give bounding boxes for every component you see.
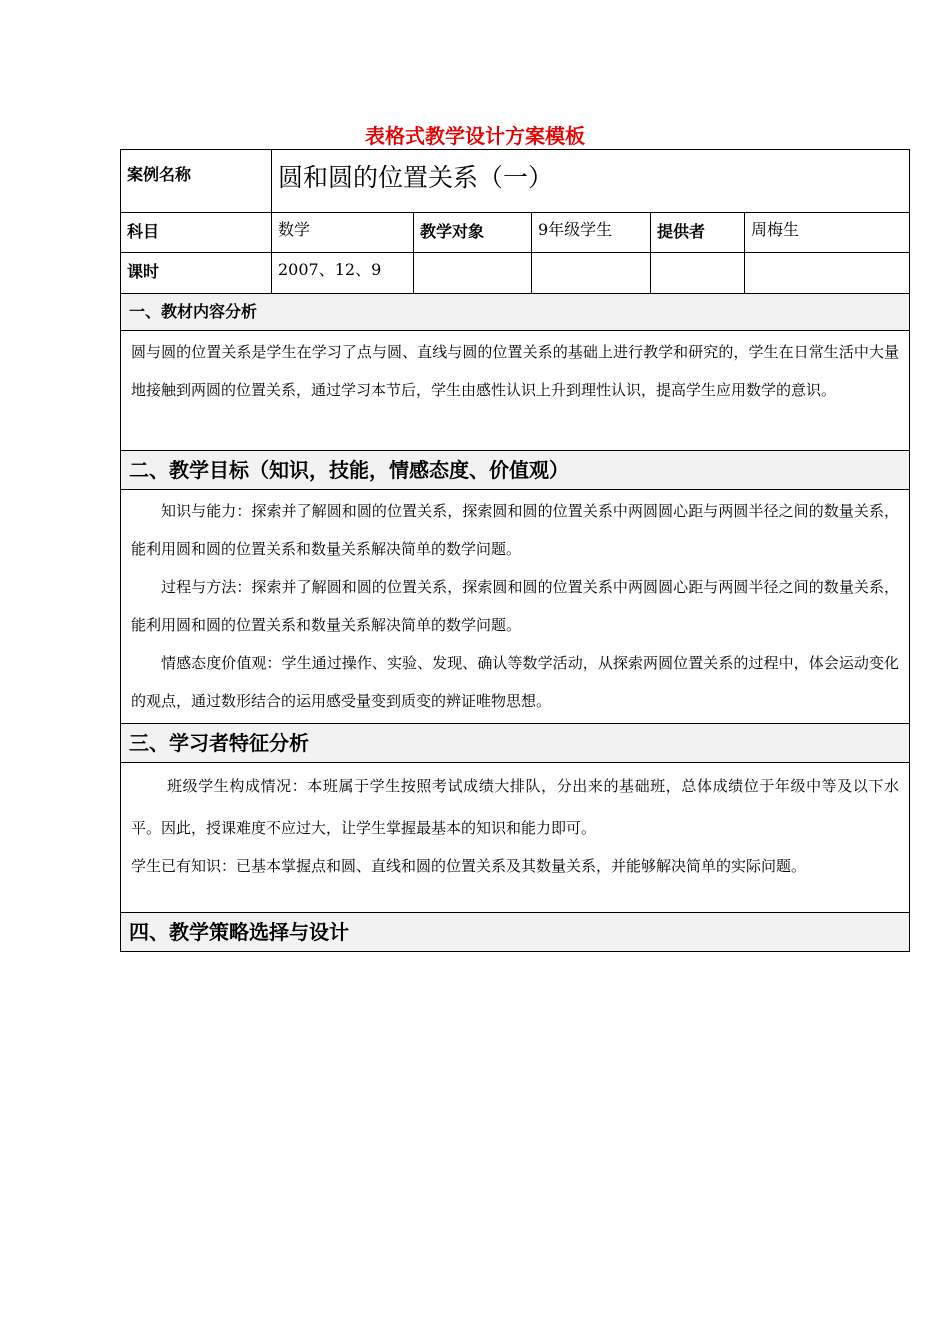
empty-cell (532, 253, 651, 294)
section-1-header-row (121, 294, 910, 331)
case-name-label: 案例名称 (121, 150, 272, 213)
section-1-text (121, 331, 910, 451)
section-4-header-row (121, 913, 910, 952)
document-title: 表格式教学设计方案模板 (365, 124, 585, 148)
learner-class-paragraph: 班级学生构成情况：本班属于学生按照考试成绩大排队，分出来的基础班，总体成绩位于年级中等及以下水平。因此，授课难度不应过大，让学生掌握最基本的知识和能力即可。 (131, 777, 900, 837)
provider-label: 提供者 (651, 213, 745, 253)
period-row (121, 253, 910, 294)
audience-value: 9年级学生 (532, 213, 651, 253)
subject-value: 数学 (272, 213, 414, 253)
learner-knowledge-paragraph: 学生已有知识：已基本掌握点和圆、直线和圆的位置关系及其数量关系，并能够解决简单的实际问题。 (131, 857, 807, 875)
section-3-title: 三、学习者特征分析 (121, 724, 910, 763)
content-analysis-paragraph: 圆与圆的位置关系是学生在学习了点与圆、直线与圆的位置关系的基础上进行教学和研究的，学生在日常生活中大量地接触到两圆的位置关系，通过学习本节后，学生由感性认识上升到理性认识，提高学生应用数学的意识。 (131, 343, 900, 399)
section-2-text (121, 490, 910, 724)
subject-row (121, 213, 910, 253)
empty-cell (651, 253, 745, 294)
section-1-body-row (121, 331, 910, 451)
provider-value: 周梅生 (745, 213, 910, 253)
section-1-title: 一、教材内容分析 (121, 294, 910, 331)
subject-label: 科目 (121, 213, 272, 253)
section-2-body-row (121, 490, 910, 724)
section-3-body-row (121, 763, 910, 913)
goal-knowledge-paragraph: 知识与能力：探索并了解圆和圆的位置关系，探索圆和圆的位置关系中两圆圆心距与两圆半径之间的数量关系，能利用圆和圆的位置关系和数量关系解决简单的数学问题。 (131, 502, 900, 558)
period-value: 2007、12、9 (272, 253, 414, 294)
case-name-row (121, 150, 910, 213)
section-2-title: 二、教学目标（知识，技能，情感态度、价值观） (121, 451, 910, 490)
lesson-plan-table (120, 149, 910, 952)
audience-label: 教学对象 (414, 213, 532, 253)
section-2-header-row (121, 451, 910, 490)
section-4-title: 四、教学策略选择与设计 (121, 913, 910, 952)
goal-attitude-paragraph: 情感态度价值观：学生通过操作、实验、发现、确认等数学活动，从探索两圆位置关系的过程中，体会运动变化的观点，通过数形结合的运用感受量变到质变的辨证唯物思想。 (131, 654, 900, 710)
section-3-text (121, 763, 910, 913)
goal-process-paragraph: 过程与方法：探索并了解圆和圆的位置关系，探索圆和圆的位置关系中两圆圆心距与两圆半径之间的数量关系，能利用圆和圆的位置关系和数量关系解决简单的数学问题。 (131, 578, 900, 634)
section-3-header-row (121, 724, 910, 763)
empty-cell (745, 253, 910, 294)
period-label: 课时 (121, 253, 272, 294)
empty-cell (414, 253, 532, 294)
case-name-value: 圆和圆的位置关系（一） (272, 150, 910, 213)
